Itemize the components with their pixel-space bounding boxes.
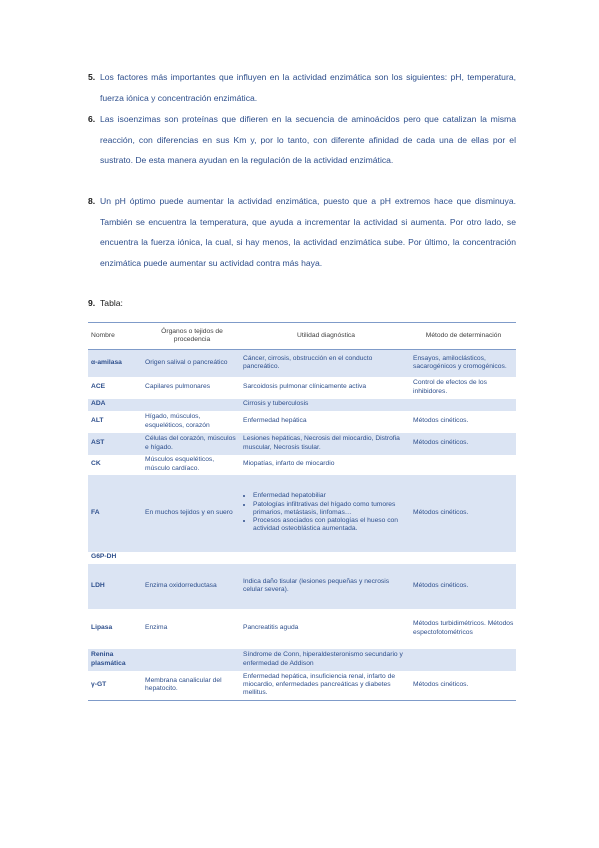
item-number: 9. (88, 298, 96, 308)
item-number: 6. (88, 114, 96, 124)
cell-name: Renina plasmática (88, 649, 143, 671)
cell-name: FA (88, 475, 143, 552)
table-row (88, 552, 516, 564)
table-row (88, 649, 516, 671)
cell-method: Métodos cinéticos. (411, 433, 516, 455)
cell-method (411, 649, 516, 671)
cell-organ (143, 649, 241, 671)
cell-util: Miopatías, infarto de miocardio (243, 460, 335, 468)
cell-method (411, 399, 516, 411)
cell-organ: Enzima oxidorreductasa (143, 564, 241, 609)
cell-util: Cáncer, cirrosis, obstrucción en el conducto pancreático. (241, 350, 411, 377)
cell-name: γ-GT (88, 671, 143, 701)
list-item (88, 191, 516, 273)
cell-method: Métodos cinéticos. (411, 475, 516, 552)
cell-method: Métodos turbidimétricos. Métodos espectofotométricos (413, 620, 514, 636)
table-row (88, 399, 516, 411)
cell-organ: Origen salival o pancreático (143, 350, 241, 377)
cell-util: Lesiones hepáticas, Necrosis del miocardio, Distrofia muscular, Necrosis tisular. (241, 433, 411, 455)
cell-name: α-amilasa (88, 350, 143, 377)
item-number: 5. (88, 72, 96, 82)
cell-name: ACE (91, 383, 106, 391)
cell-organ (143, 399, 241, 411)
list-item (88, 293, 516, 314)
item-text: Un pH óptimo puede aumentar la actividad enzimática, puesto que a pH extremos hace que disminuya. También se encuentra la temperatura, que ayuda a incrementar la actividad si aumenta. Por otro lado, se encuentra la fuerza iónica, la cual, si hay menos, la actividad enzimática sube. Por último, la concentración enzimática puede aumentar su actividad contra más haya. (100, 196, 516, 268)
column-header: Utilidad diagnóstica (241, 323, 411, 350)
table-row (88, 564, 516, 609)
cell-method (411, 455, 516, 475)
cell-method: Métodos cinéticos. (411, 564, 516, 609)
cell-util: Pancreatitis aguda (243, 624, 299, 632)
cell-name: G6P-DH (91, 553, 117, 561)
util-bullet-list (243, 492, 409, 533)
cell-util (241, 475, 411, 552)
item-text: Los factores más importantes que influyen en la actividad enzimática son los siguientes: pH, temperatura, fuerza iónica y concentración enzimática. (100, 72, 516, 103)
cell-organ: Músculos esqueléticos, músculo cardíaco. (145, 456, 215, 472)
bullet-item: • Patologías infiltrativas del hígado como tumores primarios, metástasis, linfomas… (253, 501, 409, 518)
cell-util (241, 552, 411, 564)
item-text: Tabla: (100, 298, 123, 308)
cell-organ: Capilares pulmonares (145, 383, 211, 391)
cell-method: Ensayos, amiloclásticos, sacarogénicos y cromogénicos. (411, 350, 516, 377)
cell-organ (143, 552, 241, 564)
bullet-item: • Procesos asociados con patologías el hueso con actividad osteoblástica aumentada. (253, 517, 409, 534)
cell-organ: Hígado, músculos, esqueléticos, corazón (145, 413, 210, 429)
cell-organ: Enzima (145, 624, 168, 632)
cell-name: AST (88, 433, 143, 455)
list-item (88, 109, 516, 171)
cell-name: ALT (91, 417, 104, 425)
cell-util: Enfermedad hepática (243, 417, 307, 425)
cell-method: Métodos cinéticos. (413, 417, 469, 425)
item-text: Las isoenzimas son proteínas que difieren en la secuencia de aminoácidos pero que catalizan la misma reacción, con diferencias en sus Km y, por lo tanto, con diferente afinidad de cada una de ellas por el sustrato. De esta manera ayudan en la regulación de la actividad enzimática. (100, 114, 516, 165)
cell-util: Enfermedad hepática, insuficiencia renal, infarto de miocardio, enfermedades pancreáticas y diabetes mellitus. (241, 671, 411, 701)
cell-method (411, 552, 516, 564)
cell-organ: En muchos tejidos y en suero (143, 475, 241, 552)
item-number: 8. (88, 196, 96, 206)
table-row (88, 671, 516, 701)
cell-util: Indica daño tisular (lesiones pequeñas y necrosis celular severa). (241, 564, 411, 609)
cell-organ: Membrana canalicular del hepatocito. (143, 671, 241, 701)
column-header: Método de determinación (411, 323, 516, 350)
column-header: Nombre (88, 323, 143, 350)
cell-method: Control de efectos de los inhibidores. (413, 379, 487, 395)
list-item (88, 67, 516, 108)
cell-name: ADA (88, 399, 143, 411)
cell-name: LDH (88, 564, 143, 609)
table-row (88, 609, 516, 649)
table-header-row (88, 323, 516, 350)
cell-name: CK (91, 460, 101, 468)
table-row (88, 433, 516, 455)
enzyme-table (88, 322, 516, 701)
cell-organ: Células del corazón, músculos e hígado. (143, 433, 241, 455)
cell-util: Síndrome de Conn, hiperaldesteronismo secundario y enfermedad de Addison (241, 649, 411, 671)
table-row (88, 455, 516, 475)
cell-util: Sarcoidosis pulmonar clínicamente activa (243, 383, 367, 391)
table-row (88, 377, 516, 399)
table-row (88, 350, 516, 377)
cell-method: Métodos cinéticos. (411, 671, 516, 701)
table-row (88, 411, 516, 433)
table-row (88, 475, 516, 552)
cell-util: Cirrosis y tuberculosis (241, 399, 411, 411)
column-header: Órganos o tejidos de procedencia (143, 323, 241, 350)
cell-name: Lipasa (91, 624, 113, 632)
bullet-item: • Enfermedad hepatobiliar (253, 492, 409, 500)
